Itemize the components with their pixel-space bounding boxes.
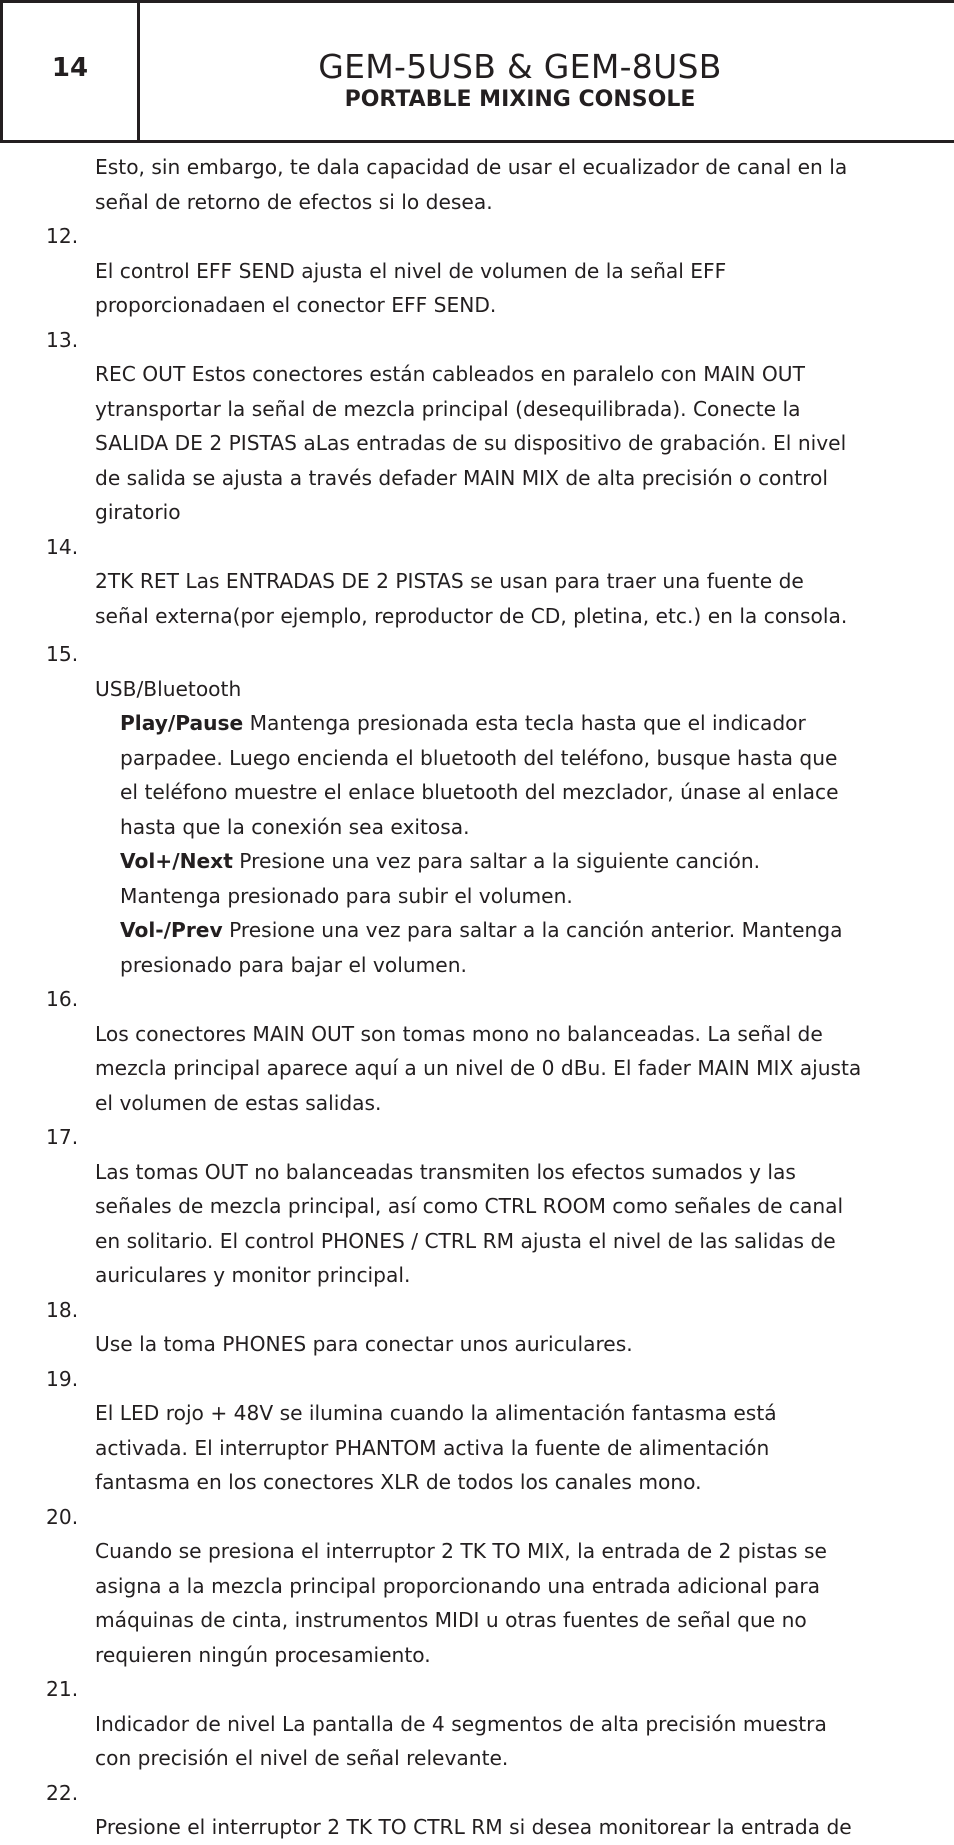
item-number: 18.: [46, 1297, 79, 1322]
page-number-box: [0, 3, 140, 140]
list-item-20: [0, 1500, 954, 1673]
item-text: REC OUT Estos conectores están cableados en paralelo con MAIN OUT ytransportar la señal de mezcla principal (desequilibrada). Conecte la SALIDA DE 2 PISTAS aLas entradas de su dispositivo de grabación. El nivel de salida se ajusta a través defader MAIN MIX de alta precisión o control giratorio: [95, 362, 847, 524]
item-number: 19.: [46, 1366, 79, 1391]
usb-vol-next: [0, 844, 954, 913]
item-number: 21.: [46, 1677, 79, 1701]
item-text: Use la toma PHONES para conectar unos auriculares.: [95, 1332, 633, 1356]
item-text: El control EFF SEND ajusta el nivel de volumen de la señal EFF proporcionadaen el conector EFF SEND.: [95, 258, 727, 317]
list-item-13: [0, 323, 954, 530]
list-item-21: [0, 1672, 954, 1776]
item-text: Cuando se presiona el interruptor 2 TK TO MIX, la entrada de 2 pistas se asigna a la mezcla principal proporcionando una entrada adicional para máquinas de cinta, instrumentos MIDI u otras fuentes de señal que no requieren ningún procesamiento.: [95, 1539, 827, 1667]
list-item-16: [0, 982, 954, 1120]
play-pause-text: Mantenga presionada esta tecla hasta que el indicador parpadee. Luego encienda el bluetooth del teléfono, busque hasta que el teléfono muestre el enlace bluetooth del mezclador, únase al enlace hasta que la conexión sea exitosa.: [120, 711, 839, 839]
play-pause-key: Play/Pause: [120, 711, 244, 735]
item-number: 12.: [46, 224, 79, 248]
intro-paragraph: Esto, sin embargo, te dala capacidad de usar el ecualizador de canal en la señal de retorno de efectos si lo desea.: [95, 155, 848, 214]
page-header: [0, 0, 954, 143]
page-content: [0, 150, 954, 1845]
item-text: Los conectores MAIN OUT son tomas mono no balanceadas. La señal de mezcla principal aparece aquí a un nivel de 0 dBu. El fader MAIN MIX ajusta el volumen de estas salidas.: [95, 1021, 862, 1115]
vol-next-text: Presione una vez para saltar a la siguiente canción. Mantenga presionado para subir el volumen.: [120, 849, 761, 908]
list-item-15: [0, 637, 954, 706]
item-number: 16.: [46, 987, 79, 1011]
list-item-14: [0, 530, 954, 634]
list-item-17: [0, 1120, 954, 1293]
item-text: El LED rojo + 48V se ilumina cuando la alimentación fantasma está activada. El interruptor PHANTOM activa la fuente de alimentación fantasma en los conectores XLR de todos los canales mono.: [95, 1401, 777, 1494]
item-text: USB/Bluetooth: [95, 676, 242, 701]
list-item-19: [0, 1362, 954, 1500]
item-number: 17.: [46, 1125, 79, 1149]
vol-prev-text: Presione una vez para saltar a la canción anterior. Mantenga presionado para bajar el volumen.: [120, 918, 843, 977]
item-number: 13.: [46, 327, 79, 352]
vol-next-key: Vol+/Next: [120, 849, 233, 873]
page-number: 14: [51, 53, 89, 83]
usb-play-pause: [0, 706, 954, 844]
list-item-22: [0, 1776, 954, 1845]
item-number: 22.: [46, 1780, 79, 1805]
list-item-18: [0, 1293, 954, 1362]
item-text: 2TK RET Las ENTRADAS DE 2 PISTAS se usan para traer una fuente de señal externa(por ejemplo, reproductor de CD, pletina, etc.) en la consola.: [95, 569, 848, 628]
usb-vol-prev: [0, 913, 954, 982]
item-number: 20.: [46, 1504, 79, 1529]
document-title: GEM-5USB & GEM-8USB: [318, 47, 722, 86]
item-text: Las tomas OUT no balanceadas transmiten los efectos sumados y las señales de mezcla principal, así como CTRL ROOM como señales de canal en solitario. El control PHONES / CTRL RM ajusta el nivel de las salidas de auriculares y monitor principal.: [95, 1159, 844, 1287]
list-item-12: [0, 219, 954, 323]
item-text: Presione el interruptor 2 TK TO CTRL RM si desea monitorear la entrada de: [95, 1815, 852, 1839]
vol-prev-key: Vol-/Prev: [120, 918, 223, 942]
item-number: 14.: [46, 534, 79, 559]
item-text: Indicador de nivel La pantalla de 4 segmentos de alta precisión muestra con precisión el nivel de señal relevante.: [95, 1711, 827, 1770]
document-subtitle: PORTABLE MIXING CONSOLE: [344, 87, 696, 112]
item-number: 15.: [46, 642, 79, 666]
